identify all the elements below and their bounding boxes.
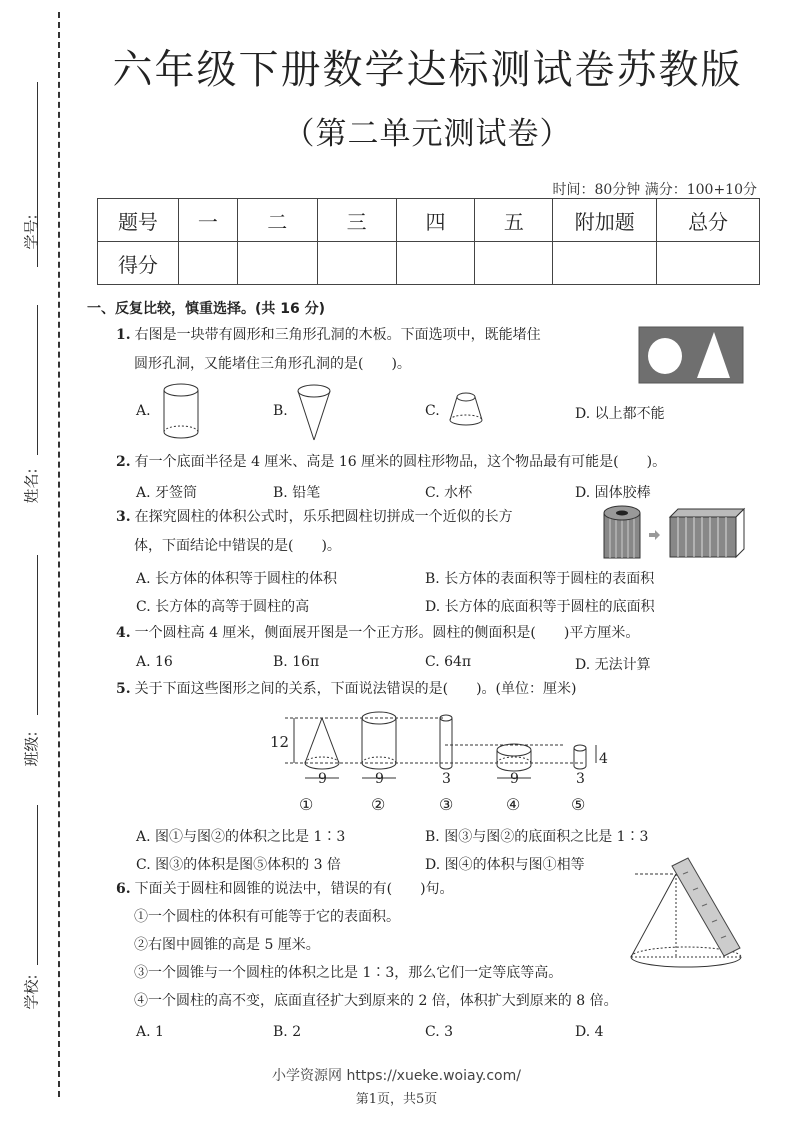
q2-option-a[interactable]: A. 牙签筒	[136, 485, 198, 501]
q5-option-a[interactable]: A. 图①与图②的体积之比是 1∶3	[136, 829, 346, 845]
header-cell: 总分	[657, 199, 760, 242]
frustum-icon	[448, 390, 488, 435]
q3-option-d[interactable]: D. 长方体的底面积等于圆柱的底面积	[425, 599, 655, 615]
question-number: 6.	[116, 881, 131, 897]
height-label-4: 4	[599, 751, 608, 767]
score-table	[97, 198, 760, 285]
header-cell: 五	[475, 199, 553, 242]
q3-option-c[interactable]: C. 长方体的高等于圆柱的高	[136, 599, 310, 615]
header-cell: 二	[237, 199, 317, 242]
question-number: 2.	[116, 454, 131, 470]
header-cell: 附加题	[553, 199, 657, 242]
student-id-label: 学号:	[22, 214, 41, 250]
q5-option-c[interactable]: C. 图③的体积是图⑤体积的 3 倍	[136, 857, 341, 873]
figure-number-5: ⑤	[571, 795, 586, 814]
score-cell[interactable]	[317, 242, 396, 285]
q6-statement-2: ②右图中圆锥的高是 5 厘米。	[134, 937, 320, 953]
binding-dashed-line	[58, 12, 60, 1097]
page-title: 六年级下册数学达标测试卷苏教版	[112, 47, 743, 93]
header-cell: 三	[317, 199, 396, 242]
question-number: 1.	[116, 327, 131, 343]
question-1-line-1: 1. 右图是一块带有圆形和三角形孔洞的木板。下面选项中，既能堵住	[116, 327, 541, 343]
score-cell[interactable]	[553, 242, 657, 285]
score-cell[interactable]	[475, 242, 553, 285]
q4-option-b[interactable]: B. 16π	[273, 654, 320, 670]
score-cell[interactable]	[657, 242, 760, 285]
q4-option-a[interactable]: A. 16	[136, 654, 173, 670]
q5-option-d[interactable]: D. 图④的体积与图①相等	[425, 857, 585, 873]
question-number: 3.	[116, 509, 131, 525]
question-1-line-2: 圆形孔洞，又能堵住三角形孔洞的是( )。	[134, 356, 411, 372]
page-number: 第1页，共5页	[355, 1092, 438, 1107]
question-3-line-1: 3. 在探究圆柱的体积公式时，乐乐把圆柱切拼成一个近似的长方	[116, 509, 513, 525]
school-label: 学校:	[22, 974, 41, 1010]
q2-option-b[interactable]: B. 铅笔	[273, 485, 321, 501]
figure-number-3: ③	[439, 795, 454, 814]
page-subtitle: （第二单元测试卷）	[283, 116, 572, 152]
width-label: 9	[375, 771, 384, 787]
question-4: 4. 一个圆柱高 4 厘米，侧面展开图是一个正方形。圆柱的侧面积是( )平方厘米。	[116, 625, 640, 641]
header-cell: 四	[396, 199, 475, 242]
q2-option-c[interactable]: C. 水杯	[425, 485, 473, 501]
score-table-score-row	[98, 242, 760, 285]
section-heading: 一、反复比较，慎重选择。(共 16 分)	[87, 301, 326, 317]
question-5: 5. 关于下面这些图形之间的关系，下面说法错误的是( )。(单位：厘米)	[116, 681, 577, 697]
score-table-header-row	[98, 199, 760, 242]
figure-number-4: ④	[506, 795, 521, 814]
question-6: 6. 下面关于圆柱和圆锥的说法中，错误的有( )句。	[116, 881, 454, 897]
q6-option-c[interactable]: C. 3	[425, 1024, 454, 1040]
question-3-line-2: 体，下面结论中错误的是( )。	[134, 538, 341, 554]
width-label: 9	[318, 771, 327, 787]
cylinder-icon	[162, 382, 202, 444]
width-label: 3	[442, 771, 451, 787]
q2-option-d[interactable]: D. 固体胶棒	[575, 485, 651, 501]
q6-option-a[interactable]: A. 1	[136, 1024, 164, 1040]
q1-option-b[interactable]: B.	[273, 403, 288, 419]
exam-meta: 时间：80分钟 满分：100+10分	[552, 182, 757, 198]
school-underline	[37, 805, 38, 965]
q6-statement-1: ①一个圆柱的体积有可能等于它的表面积。	[134, 909, 400, 925]
score-cell[interactable]	[237, 242, 317, 285]
header-cell: 题号	[98, 199, 179, 242]
score-cell[interactable]	[396, 242, 475, 285]
class-underline	[37, 555, 38, 715]
footer-site-link[interactable]: 小学资源网 https://xueke.woiay.com/	[272, 1068, 521, 1084]
question-number: 4.	[116, 625, 131, 641]
q6-statement-3: ③一个圆锥与一个圆柱的体积之比是 1∶3，那么它们一定等底等高。	[134, 965, 563, 981]
score-row-label: 得分	[98, 242, 179, 285]
question-number: 5.	[116, 681, 131, 697]
q1-option-d[interactable]: D. 以上都不能	[575, 406, 665, 422]
figure-number-2: ②	[371, 795, 386, 814]
q4-option-c[interactable]: C. 64π	[425, 654, 472, 670]
q3-option-a[interactable]: A. 长方体的体积等于圆柱的体积	[136, 571, 338, 587]
q1-option-a[interactable]: A.	[136, 403, 151, 419]
cone-icon	[296, 382, 336, 444]
q1-option-c[interactable]: C.	[425, 403, 440, 419]
height-label-12: 12	[270, 733, 290, 751]
q5-option-b[interactable]: B. 图③与图②的底面积之比是 1∶3	[425, 829, 649, 845]
wooden-board-figure	[639, 327, 744, 385]
q3-option-b[interactable]: B. 长方体的表面积等于圆柱的表面积	[425, 571, 655, 587]
width-label: 9	[510, 771, 519, 787]
header-cell: 一	[178, 199, 237, 242]
q6-option-b[interactable]: B. 2	[273, 1024, 302, 1040]
score-cell[interactable]	[178, 242, 237, 285]
question-2: 2. 有一个底面半径是 4 厘米、高是 16 厘米的圆柱形物品，这个物品最有可能是( )。	[116, 454, 667, 470]
q4-option-d[interactable]: D. 无法计算	[575, 657, 651, 673]
width-label: 3	[576, 771, 585, 787]
q6-statement-4: ④一个圆柱的高不变，底面直径扩大到原来的 2 倍，体积扩大到原来的 8 倍。	[134, 993, 618, 1009]
q6-option-d[interactable]: D. 4	[575, 1024, 604, 1040]
cylinder-to-cuboid-figure	[602, 503, 747, 563]
figure-number-1: ①	[299, 795, 314, 814]
name-underline	[37, 305, 38, 455]
class-label: 班级:	[22, 731, 41, 767]
name-label: 姓名:	[22, 468, 41, 504]
cone-with-ruler-figure	[628, 852, 753, 974]
